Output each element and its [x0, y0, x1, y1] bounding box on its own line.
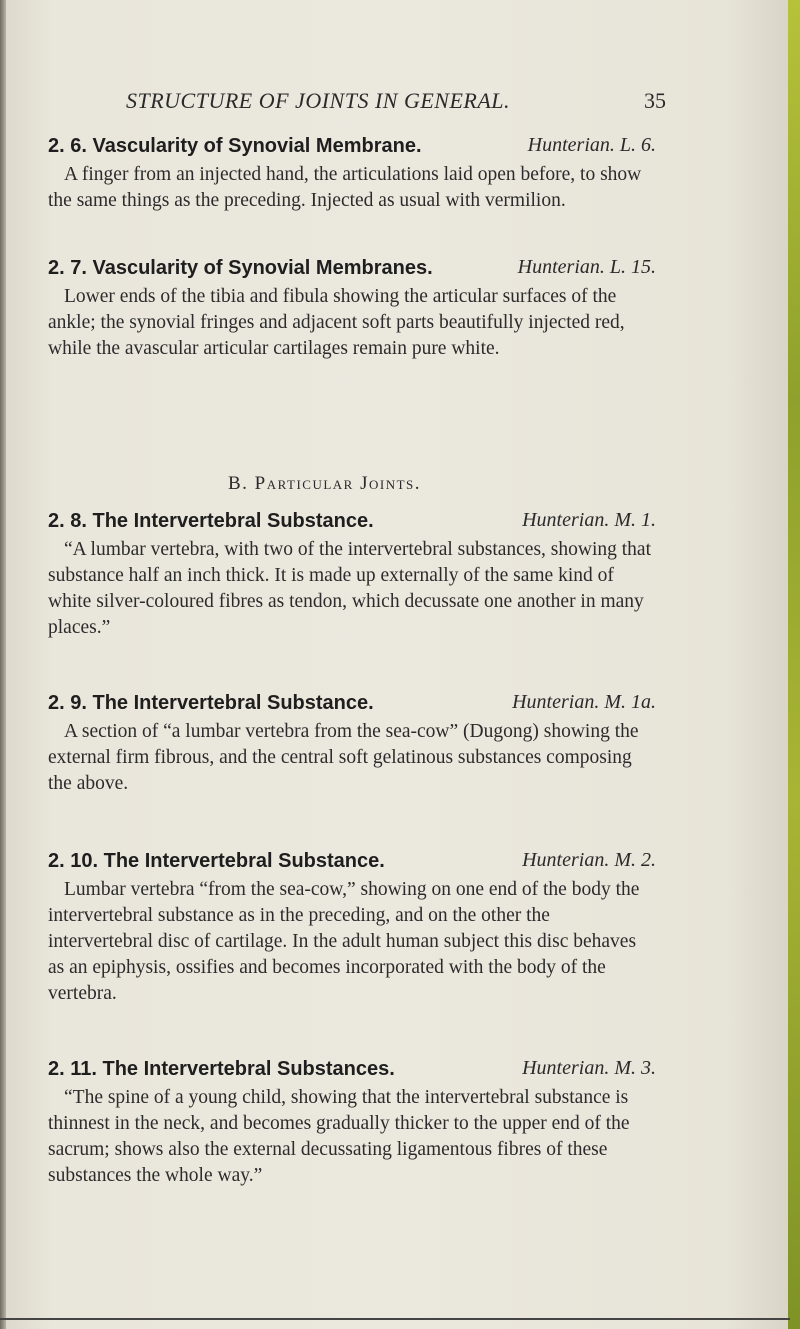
catalogue-entry [48, 252, 656, 362]
page-right-edge [788, 0, 800, 1329]
entry-description: “A lumbar vertebra, with two of the intervertebral substances, showing that substance half an inch thick. It is made up externally of the same kind of white silver-coloured fibres as tendon, which decussate one another in many places.” [48, 539, 651, 638]
entry-header [48, 1053, 656, 1083]
entry-number: 2. 10. [48, 850, 104, 872]
page-number: 35 [644, 88, 666, 113]
entry-heading: The Intervertebral Substances. [102, 1058, 395, 1080]
entry-number: 2. 6. [48, 135, 93, 157]
entry-description: “The spine of a young child, showing that the intervertebral substance is thinnest in the neck, and becomes gradually thicker to the upper end of the sacrum; shows also the external decussating ligamentous fibres of these substances the whole way.” [48, 1087, 630, 1186]
entry-header [48, 845, 656, 875]
entry-description: Lumbar vertebra “from the sea-cow,” showing on one end of the body the intervertebral substance as in the preceding, and on the other the intervertebral disc of cartilage. In the adult human subject this disc behaves as an epiphysis, ossifies and becomes incorporated with the body of the vertebra. [48, 879, 640, 1004]
book-page [6, 0, 790, 1329]
running-head [126, 88, 666, 122]
catalogue-entry [48, 687, 656, 797]
entry-heading: Vascularity of Synovial Membranes. [92, 257, 433, 279]
page-bottom-rule [0, 1318, 790, 1320]
entry-number: 2. 8. [48, 510, 93, 532]
entry-number: 2. 7. [48, 257, 93, 279]
entry-header [48, 505, 656, 535]
entry-reference: Hunterian. M. 1a. [512, 691, 656, 713]
running-head-title: STRUCTURE OF JOINTS IN GENERAL. [126, 88, 510, 113]
entry-description: A finger from an injected hand, the articulations laid open before, to show the same things as the preceding. Injected as usual with vermilion. [48, 164, 642, 211]
entry-description: Lower ends of the tibia and fibula showing the articular surfaces of the ankle; the synovial fringes and adjacent soft parts beautifully injected red, while the avascular articular cartilages remain pure white. [48, 286, 625, 359]
section-title: B. Particular Joints. [228, 473, 422, 494]
entry-heading: The Intervertebral Substance. [92, 692, 374, 714]
entry-description: A section of “a lumbar vertebra from the sea-cow” (Dugong) showing the external firm fibrous, and the central soft gelatinous substances composing the above. [48, 721, 639, 794]
entry-heading: The Intervertebral Substance. [92, 510, 374, 532]
entry-header [48, 252, 656, 282]
catalogue-entry [48, 130, 656, 214]
catalogue-entry [48, 1053, 656, 1189]
catalogue-entry [48, 845, 656, 1007]
entry-reference: Hunterian. M. 1. [522, 509, 656, 531]
entry-heading: Vascularity of Synovial Membrane. [92, 135, 422, 157]
entry-reference: Hunterian. L. 15. [517, 256, 656, 278]
entry-number: 2. 11. [48, 1058, 103, 1080]
entry-reference: Hunterian. M. 3. [522, 1057, 656, 1079]
entry-header [48, 687, 656, 717]
entry-header [48, 130, 656, 160]
entry-number: 2. 9. [48, 692, 93, 714]
catalogue-entry [48, 505, 656, 641]
entry-reference: Hunterian. L. 6. [527, 134, 656, 156]
entry-reference: Hunterian. M. 2. [522, 849, 656, 871]
entry-heading: The Intervertebral Substance. [103, 850, 385, 872]
